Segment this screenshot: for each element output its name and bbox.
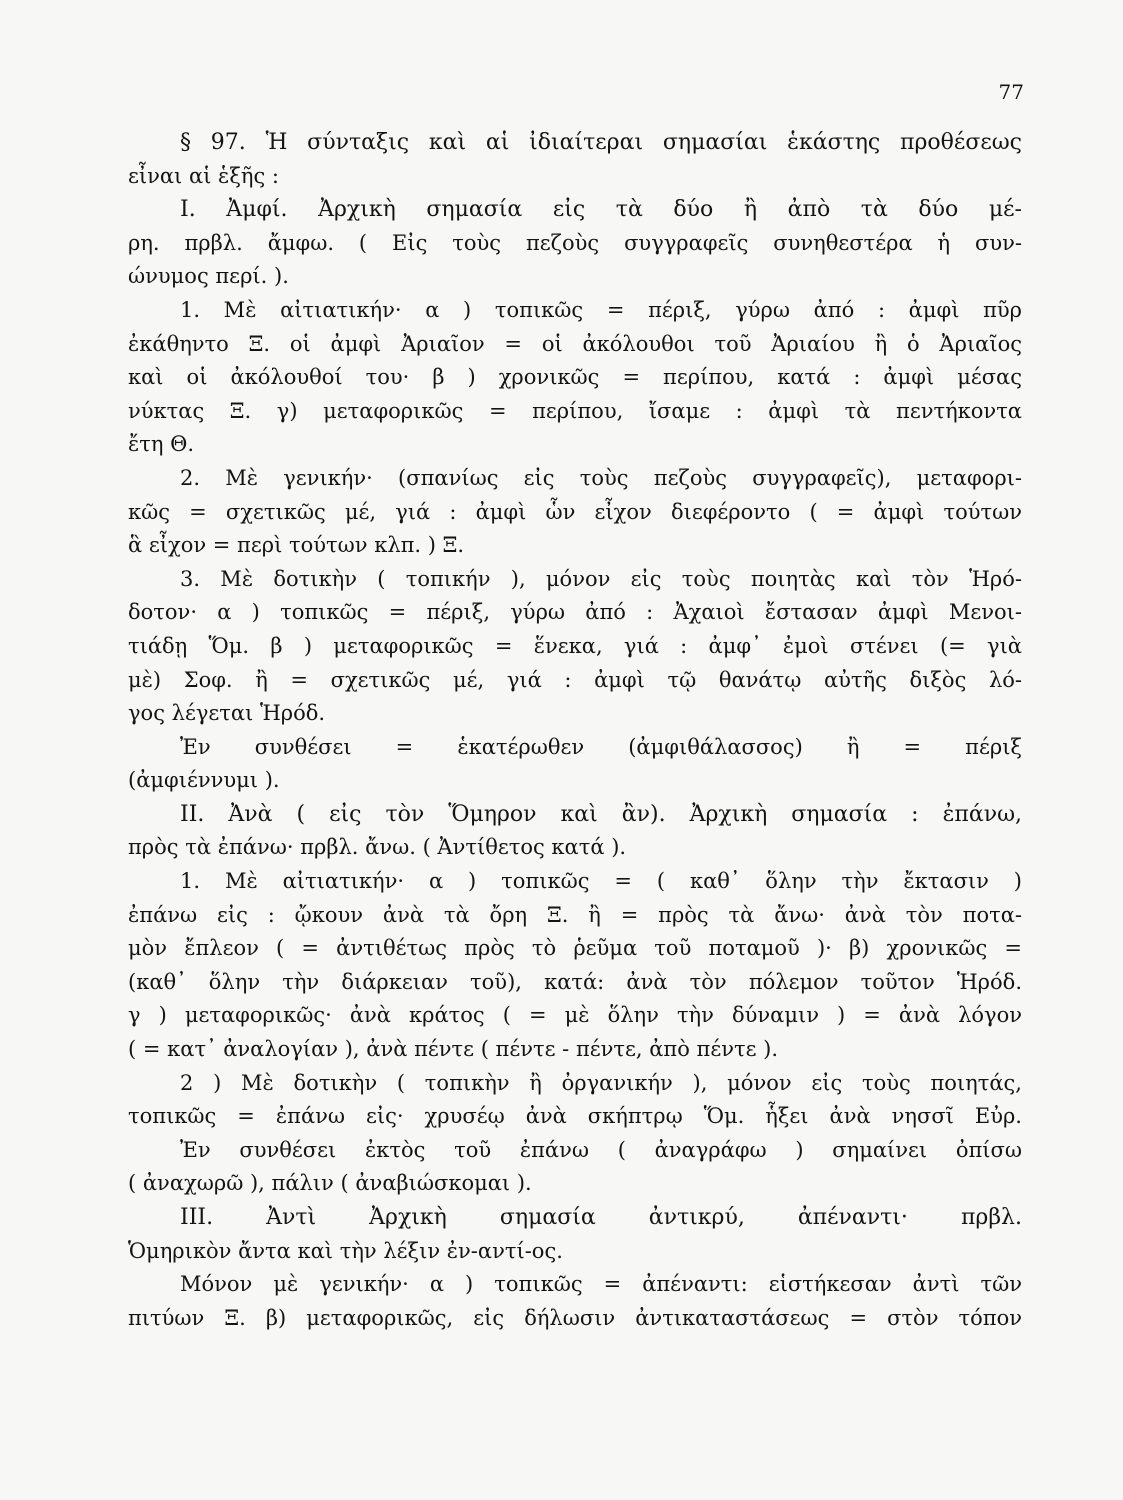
text-line: δοτον· α ) τοπικῶς = πέριξ, γύρω ἀπό : Ἀχαιοὶ ἔστασαν ἀμφὶ Μενοι- xyxy=(128,600,1022,625)
text-line: ρη. πρβλ. ἄμφω. ( Εἰς τοὺς πεζοὺς συγγραφεῖς συνηθεστέρα ἡ συν- xyxy=(128,230,1022,255)
text-line: πρὸς τὰ ἐπάνω· πρβλ. ἄνω. ( Ἀντίθετος κατά ). xyxy=(128,835,627,860)
text-line: Ἐν συνθέσει = ἑκατέρωθεν (ἀμφιθάλασσος) ἢ = πέριξ xyxy=(180,734,1022,759)
text-line: ἔτη Θ. xyxy=(128,432,195,457)
text-line: πιτύων Ξ. β) μεταφορικῶς, εἰς δήλωσιν ἀντικαταστάσεως = στὸν τόπον xyxy=(128,1305,1022,1330)
text-line: νύκτας Ξ. γ) μεταφορικῶς = περίπου, ἴσαμε : ἀμφὶ τὰ πεντήκοντα xyxy=(128,398,1022,423)
page-number: 77 xyxy=(998,80,1024,104)
text-line: γος λέγεται Ἡρόδ. xyxy=(128,701,326,726)
text-line: τιάδῃ Ὅμ. β ) μεταφορικῶς = ἕνεκα, γιά : ἀμφ᾽ ἐμοὶ στένει (= γιὰ xyxy=(128,633,1022,658)
section-heading-line: III. Ἀντὶ Ἀρχικὴ σημασία ἀντικρύ, ἀπέναντι· πρβλ. xyxy=(180,1205,1022,1230)
text-line: (καθ᾽ ὅλην τὴν διάρκειαν τοῦ), κατά: ἀνὰ τὸν πόλεμον τοῦτον Ἡρόδ. xyxy=(128,969,1022,994)
text-line: μὲ) Σοφ. ἢ = σχετικῶς μέ, γιά : ἀμφὶ τῷ θανάτῳ αὐτῆς διξὸς λό- xyxy=(128,667,1022,692)
text-line: γ ) μεταφορικῶς· ἀνὰ κράτος ( = μὲ ὅλην τὴν δύναμιν ) = ἀνὰ λόγον xyxy=(128,1003,1022,1028)
text-line: 2. Μὲ γενικήν· (σπανίως εἰς τοὺς πεζοὺς συγγραφεῖς), μεταφορι- xyxy=(180,465,1022,490)
text-line: καὶ οἱ ἀκόλουθοί του· β ) χρονικῶς = περίπου, κατά : ἀμφὶ μέσας xyxy=(128,365,1022,390)
text-line: ἐκάθηντο Ξ. οἱ ἀμφὶ Ἀριαῖον = οἱ ἀκόλουθοι τοῦ Ἀριαίου ἢ ὁ Ἀριαῖος xyxy=(128,331,1022,356)
text-line: 2 ) Μὲ δοτικὴν ( τοπικὴν ἢ ὀργανικήν ), μόνον εἰς τοὺς ποιητάς, xyxy=(180,1070,1022,1095)
text-line: τοπικῶς = ἐπάνω εἰς· χρυσέῳ ἀνὰ σκήπτρῳ Ὅμ. ἧξει ἀνὰ νησσῖ Εὐρ. xyxy=(128,1104,1022,1129)
text-line: ( ἀναχωρῶ ), πάλιν ( ἀναβιώσκομαι ). xyxy=(128,1171,532,1196)
section-heading-line: II. Ἀνὰ ( εἰς τὸν Ὅμηρον καὶ ἂν). Ἀρχικὴ σημασία : ἐπάνω, xyxy=(180,801,1022,827)
text-line: 1. Μὲ αἰτιατικήν· α ) τοπικῶς = πέριξ, γύρω ἀπό : ἀμφὶ πῦρ xyxy=(180,297,1022,322)
text-line: κῶς = σχετικῶς μέ, γιά : ἀμφὶ ὧν εἶχον διεφέροντο ( = ἀμφὶ τούτων xyxy=(128,499,1022,524)
text-line: ἃ εἶχον = περὶ τούτων κλπ. ) Ξ. xyxy=(128,533,465,558)
section-heading-line: I. Ἀμφί. Ἀρχικὴ σημασία εἰς τὰ δύο ἢ ἀπὸ τὰ δύο μέ- xyxy=(180,197,1022,223)
text-line: ώνυμος περί. ). xyxy=(128,264,289,289)
text-line: εἶναι αἱ ἑξῆς : xyxy=(128,163,279,188)
text-line: § 97. Ἡ σύνταξις καὶ αἱ ἰδιαίτεραι σημασίαι ἑκάστης προθέσεως xyxy=(180,130,1022,155)
text-line: 1. Μὲ αἰτιατικήν· α ) τοπικῶς = ( καθ᾽ ὅλην τὴν ἔκτασιν ) xyxy=(180,869,1022,894)
text-line: ( = κατ᾽ ἀναλογίαν ), ἀνὰ πέντε ( πέντε - πέντε, ἀπὸ πέντε ). xyxy=(128,1037,779,1062)
text-line: Μόνον μὲ γενικήν· α ) τοπικῶς = ἀπέναντι: εἱστήκεσαν ἀντὶ τῶν xyxy=(180,1272,1022,1297)
text-line: (ἀμφιέννυμι ). xyxy=(128,768,280,793)
text-line: Ἐν συνθέσει ἐκτὸς τοῦ ἐπάνω ( ἀναγράφω ) σημαίνει ὀπίσω xyxy=(180,1137,1022,1162)
text-line: Ὁμηρικὸν ἄντα καὶ τὴν λέξιν ἐν-αντί-ος. xyxy=(128,1238,563,1263)
text-line: ἐπάνω εἰς : ᾤκουν ἀνὰ τὰ ὄρη Ξ. ἢ = πρὸς τὰ ἄνω· ἀνὰ τὸν ποτα- xyxy=(128,902,1022,927)
text-line: 3. Μὲ δοτικὴν ( τοπικήν ), μόνον εἰς τοὺς ποιητὰς καὶ τὸν Ἡρό- xyxy=(180,566,1022,591)
text-line: μὸν ἔπλεον ( = ἀντιθέτως πρὸς τὸ ῥεῦμα τοῦ ποταμοῦ )· β) χρονικῶς = xyxy=(128,936,1022,961)
body-text xyxy=(128,126,1022,1335)
